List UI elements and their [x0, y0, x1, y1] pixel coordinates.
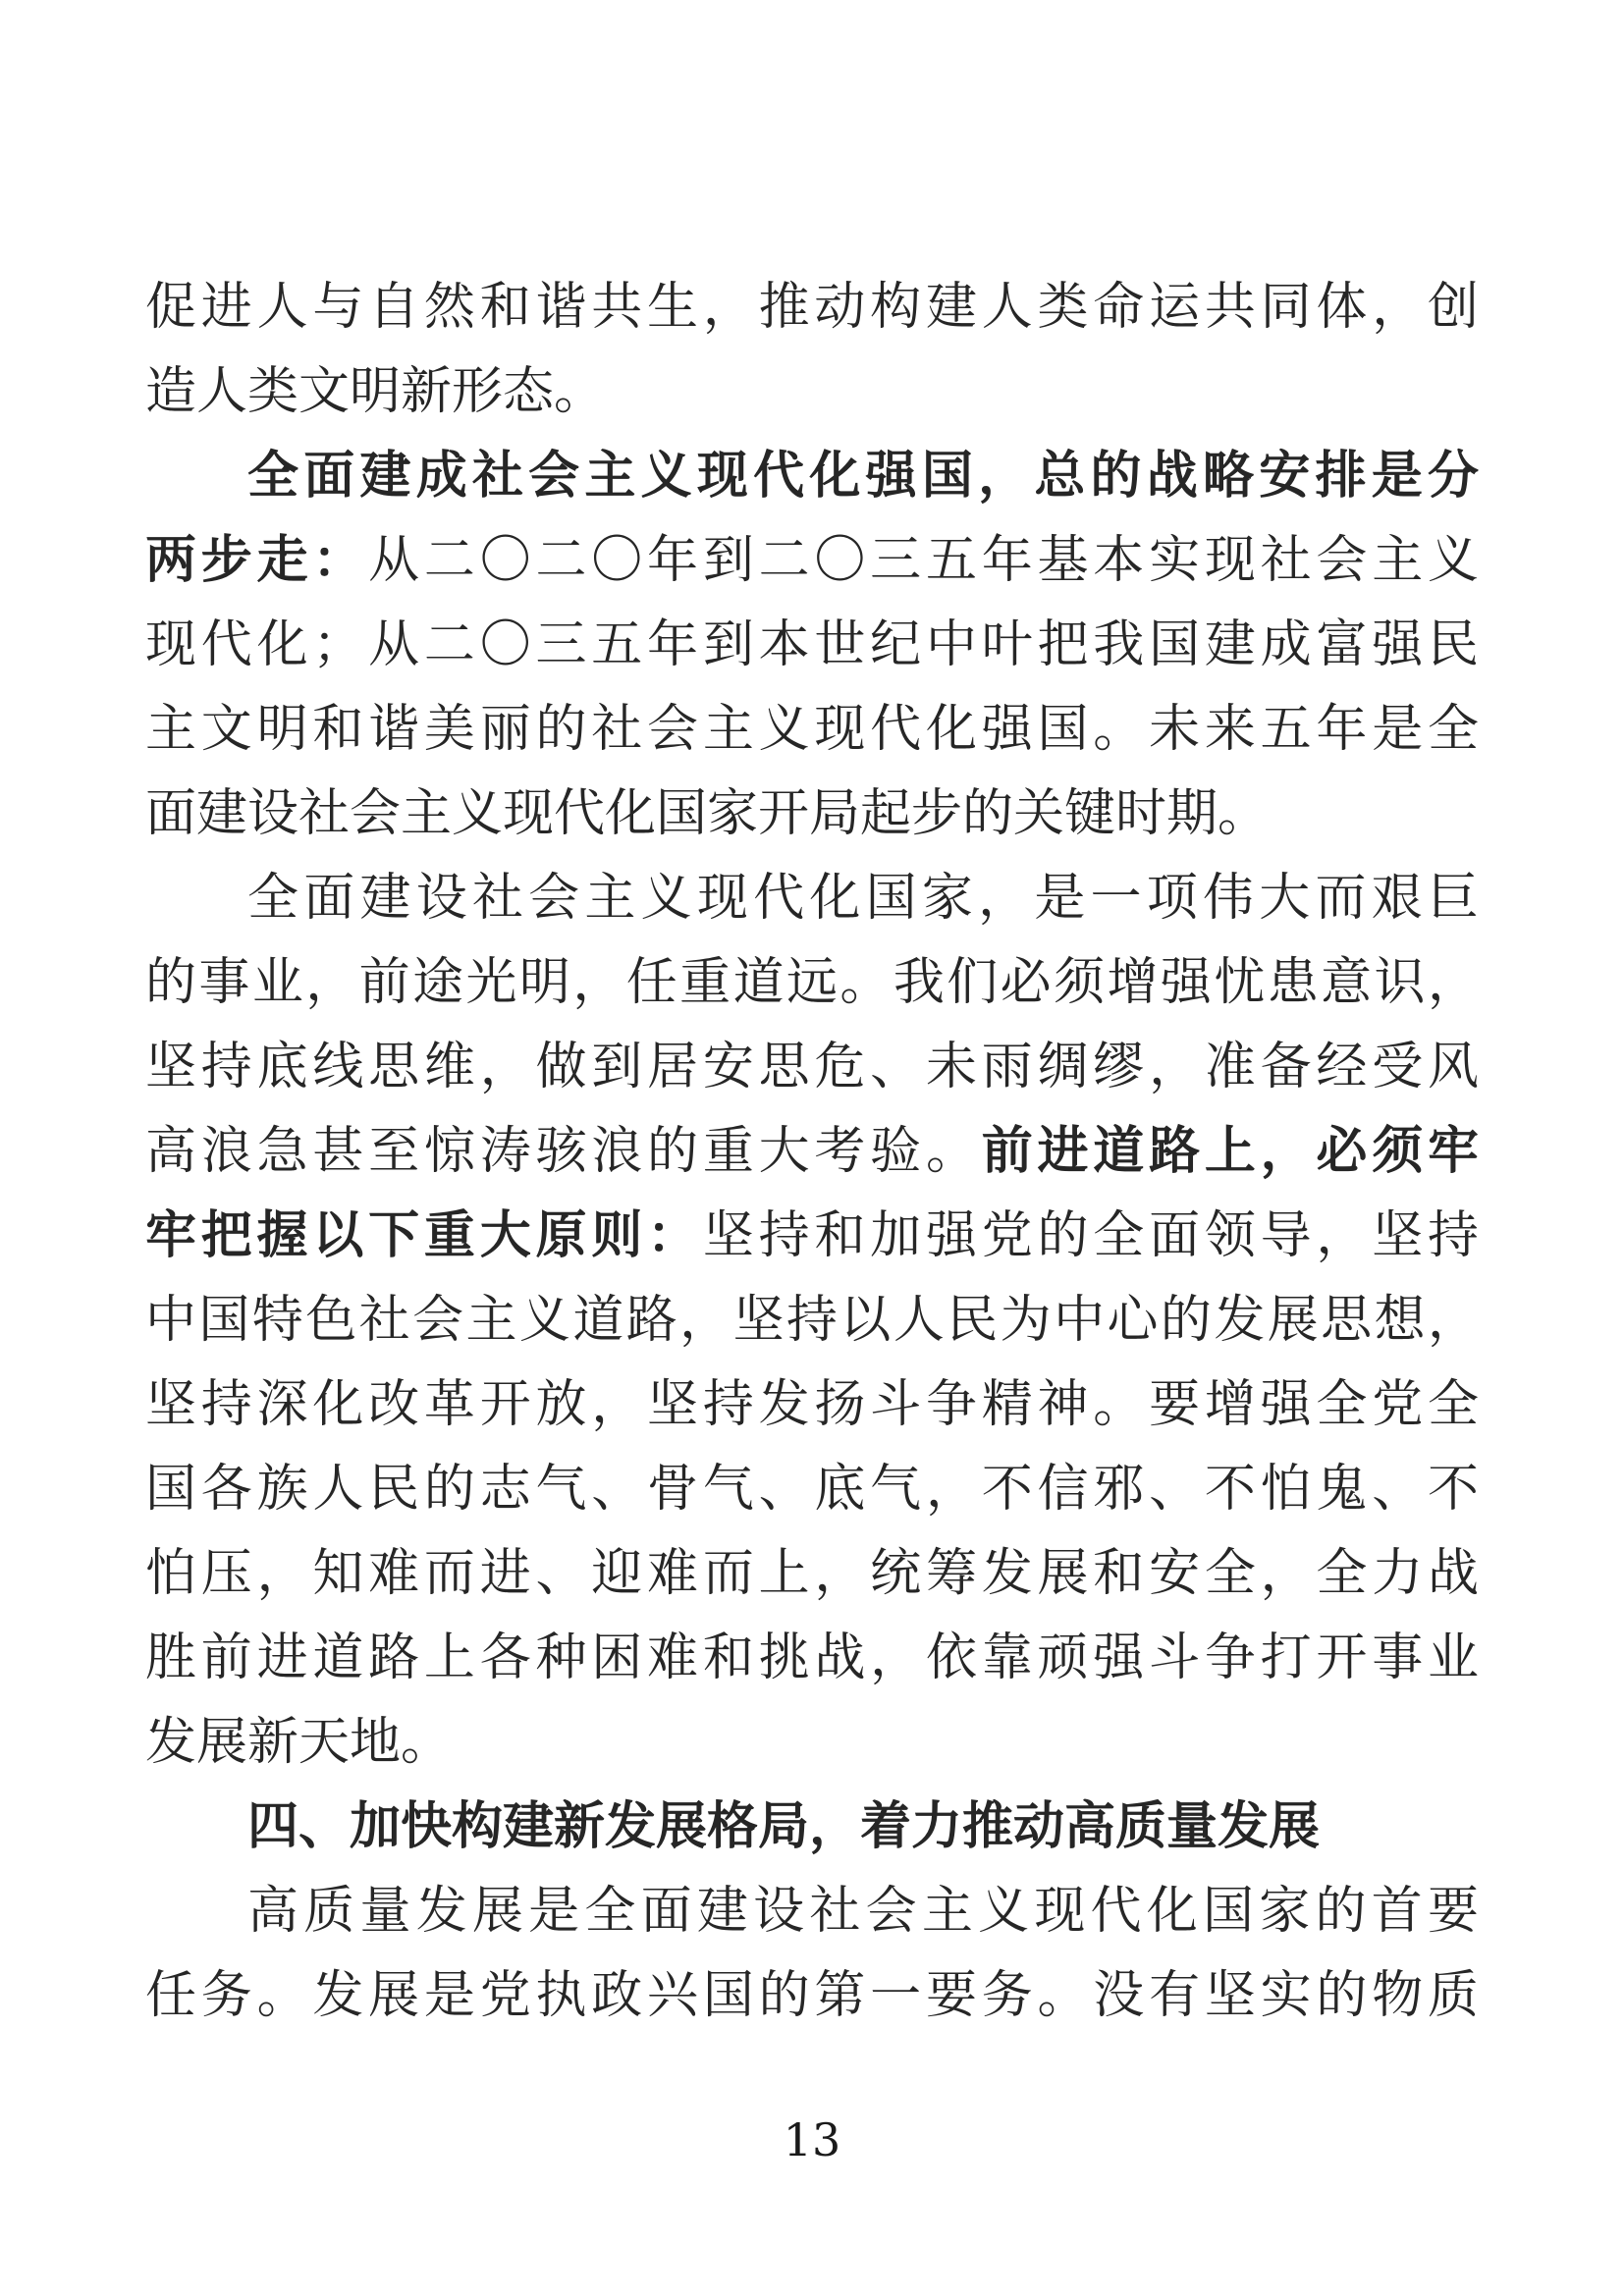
bold-text-run: 全面建成社会主义现代化强国，总的战略安排是分: [247, 447, 1479, 506]
section-heading: [145, 1785, 1479, 1869]
text-line: [145, 434, 1479, 518]
text-line: [145, 687, 1479, 772]
page-number: 13: [783, 2113, 841, 2166]
text-run: 坚持深化改革开放，坚持发扬斗争精神。要增强全党全: [145, 1375, 1479, 1434]
text-run: 发展新天地。: [145, 1713, 453, 1772]
document-body: [145, 265, 1479, 2038]
text-run: 全面建设社会主义现代化国家，是一项伟大而艰巨: [247, 869, 1479, 928]
text-run: 胜前进道路上各种困难和挑战，依靠顽强斗争打开事业: [145, 1629, 1479, 1687]
text-line: [145, 1109, 1479, 1194]
text-run: 促进人与自然和谐共生，推动构建人类命运共同体，创: [145, 278, 1479, 337]
bold-text-run: 两步走：: [145, 531, 369, 590]
text-line: [145, 1531, 1479, 1616]
text-line: [145, 856, 1479, 940]
page-footer: [0, 2110, 1624, 2169]
text-line: [145, 1616, 1479, 1700]
text-run: 造人类文明新形态。: [145, 362, 606, 421]
bold-text-run: 四、加快构建新发展格局，着力推动高质量发展: [247, 1797, 1321, 1856]
text-run: 高质量发展是全面建设社会主义现代化国家的首要: [247, 1882, 1479, 1941]
text-line: [145, 265, 1479, 349]
text-run: 坚持和加强党的全面领导，坚持: [702, 1206, 1479, 1265]
text-run: 主文明和谐美丽的社会主义现代化强国。未来五年是全: [145, 700, 1479, 759]
text-line: [145, 518, 1479, 603]
text-run: 从二〇二〇年到二〇三五年基本实现社会主义: [368, 531, 1479, 590]
text-run: 中国特色社会主义道路，坚持以人民为中心的发展思想，: [145, 1291, 1479, 1350]
text-line: [145, 1869, 1479, 1953]
text-run: 坚持底线思维，做到居安思危、未雨绸缪，准备经受风: [145, 1038, 1479, 1096]
text-run: 怕压，知难而进、迎难而上，统筹发展和安全，全力战: [145, 1544, 1479, 1603]
text-line: [145, 1447, 1479, 1531]
text-run: 任务。发展是党执政兴国的第一要务。没有坚实的物质: [145, 1966, 1479, 2025]
text-line: [145, 1278, 1479, 1362]
text-line: [145, 1953, 1479, 2038]
text-line: [145, 1025, 1479, 1109]
text-run: 面建设社会主义现代化国家开局起步的关键时期。: [145, 784, 1270, 843]
text-line: [145, 349, 1479, 434]
text-line: [145, 940, 1479, 1025]
text-run: 高浪急甚至惊涛骇浪的重大考验。: [145, 1122, 982, 1181]
bold-text-run: 前进道路上，必须牢: [981, 1122, 1479, 1181]
text-run: 国各族人民的志气、骨气、底气，不信邪、不怕鬼、不: [145, 1460, 1479, 1519]
text-run: 现代化；从二〇三五年到本世纪中叶把我国建成富强民: [145, 615, 1479, 674]
text-line: [145, 772, 1479, 856]
bold-text-run: 牢把握以下重大原则：: [145, 1206, 703, 1265]
text-line: [145, 1700, 1479, 1785]
text-line: [145, 1362, 1479, 1447]
text-line: [145, 603, 1479, 687]
text-run: 的事业，前途光明，任重道远。我们必须增强忧患意识，: [145, 953, 1479, 1012]
text-line: [145, 1194, 1479, 1278]
